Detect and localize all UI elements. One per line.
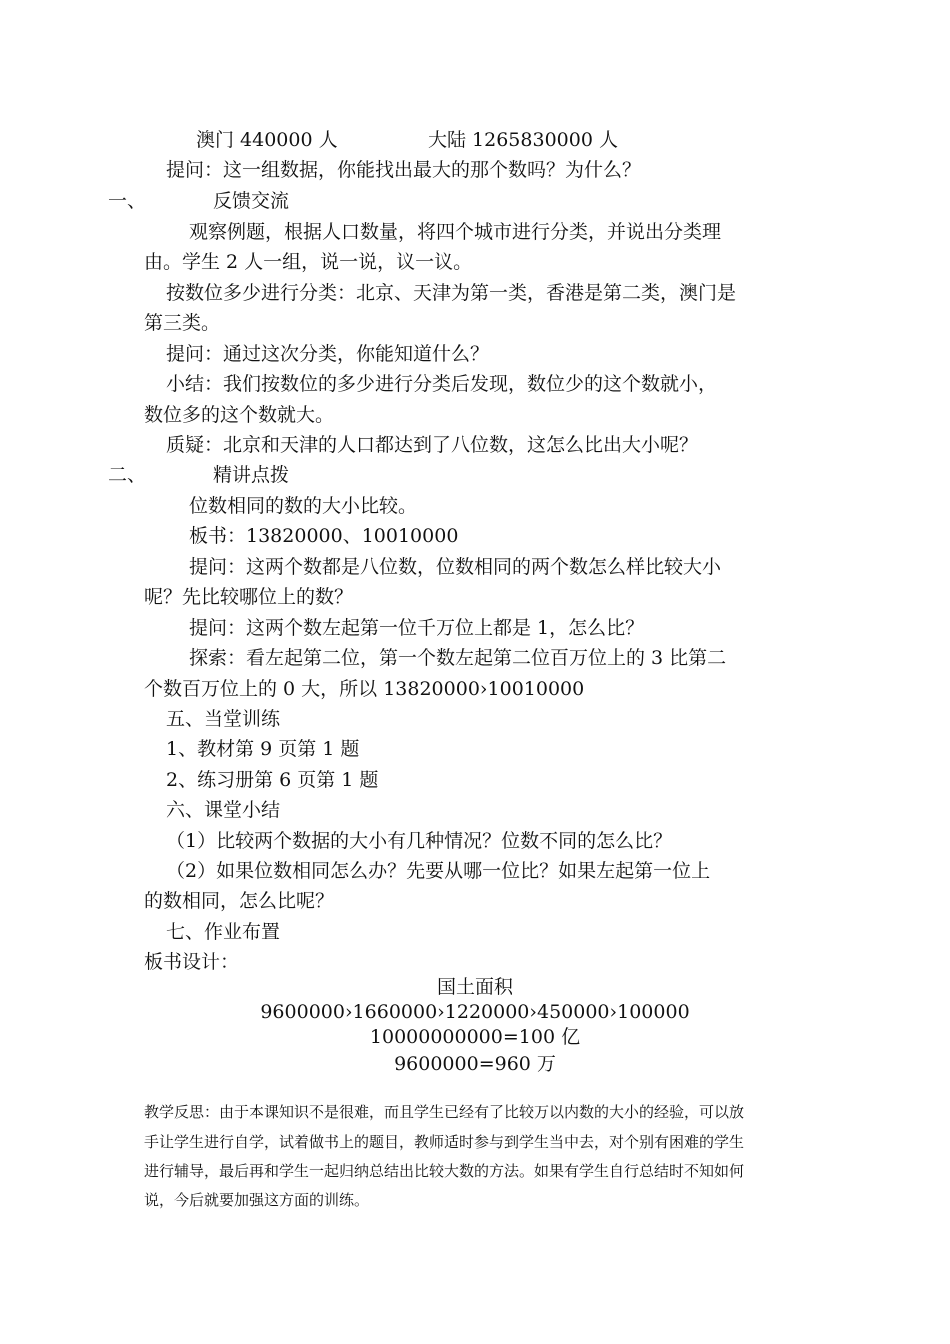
board-design-line2: 10000000000=100 亿 [369,1026,581,1048]
reflection-line3: 进行辅导，最后再和学生一起归纳总结出比较大数的方法。如果有学生自行总结时不知如何 [144,1162,745,1180]
summary-question-1: （1）比较两个数据的大小有几种情况？位数不同的怎么比？ [166,830,673,852]
question-compare-line1: 提问：这两个数都是八位数，位数相同的两个数怎么样比较大小 [189,556,722,578]
board-design-label: 板书设计： [144,951,240,973]
summary-line2: 数位多的这个数就大。 [144,404,335,426]
reflection-line4: 说，今后就要加强这方面的训练。 [144,1191,370,1209]
explore-line1: 探索：看左起第二位，第一个数左起第二位百万位上的 3 比第二 [189,647,727,669]
exercise-1: 1、教材第 9 页第 1 题 [166,738,360,760]
section-7-heading: 七、作业布置 [166,921,281,943]
explore-line2: 个数百万位上的 0 大，所以 13820000›10010000 [144,678,585,700]
same-digits-heading: 位数相同的数的大小比较。 [189,495,418,517]
board-design-line1: 9600000›1660000›1220000›450000›100000 [260,1001,690,1023]
section-2-title: 精讲点拨 [213,464,290,486]
summary-line1: 小结：我们按数位的多少进行分类后发现，数位少的这个数就小， [166,373,718,395]
reflection-line1: 教学反思：由于本课知识不是很难，而且学生已经有了比较万以内数的大小的经验，可以放 [144,1103,745,1121]
section-1-number: 一、 [108,190,147,212]
board-design-title: 国土面积 [436,976,513,998]
section-2-number: 二、 [108,464,147,486]
section-5-heading: 五、当堂训练 [166,708,281,730]
population-mainland: 大陆 1265830000 人 [428,129,618,151]
doubt-line: 质疑：北京和天津的人口都达到了八位数，这怎么比出大小呢？ [166,434,699,456]
population-macau: 澳门 440000 人 [196,129,338,151]
question-first-digit: 提问：这两个数左起第一位千万位上都是 1，怎么比？ [189,617,645,639]
section-6-heading: 六、课堂小结 [166,799,281,821]
question-largest-number: 提问：这一组数据，你能找出最大的那个数吗？为什么？ [166,159,642,181]
board-design-line3: 9600000=960 万 [394,1053,556,1075]
paragraph-observe-line1: 观察例题，根据人口数量，将四个城市进行分类，并说出分类理 [189,221,722,243]
board-numbers: 板书：13820000、10010000 [189,525,459,547]
summary-question-2-line2: 的数相同，怎么比呢？ [144,890,335,912]
question-what-learned: 提问：通过这次分类，你能知道什么？ [166,343,490,365]
reflection-line2: 手让学生进行自学，试着做书上的题目，教师适时参与到学生当中去，对个别有困难的学生 [144,1133,745,1151]
paragraph-observe-line2: 由。学生 2 人一组，说一说，议一议。 [144,251,473,273]
paragraph-classify-line1: 按数位多少进行分类：北京、天津为第一类，香港是第二类，澳门是 [166,282,737,304]
exercise-2: 2、练习册第 6 页第 1 题 [166,769,379,791]
question-compare-line2: 呢？先比较哪位上的数？ [144,586,354,608]
summary-question-2-line1: （2）如果位数相同怎么办？先要从哪一位比？如果左起第一位上 [166,860,711,882]
paragraph-classify-line2: 第三类。 [144,312,221,334]
section-1-title: 反馈交流 [213,190,290,212]
